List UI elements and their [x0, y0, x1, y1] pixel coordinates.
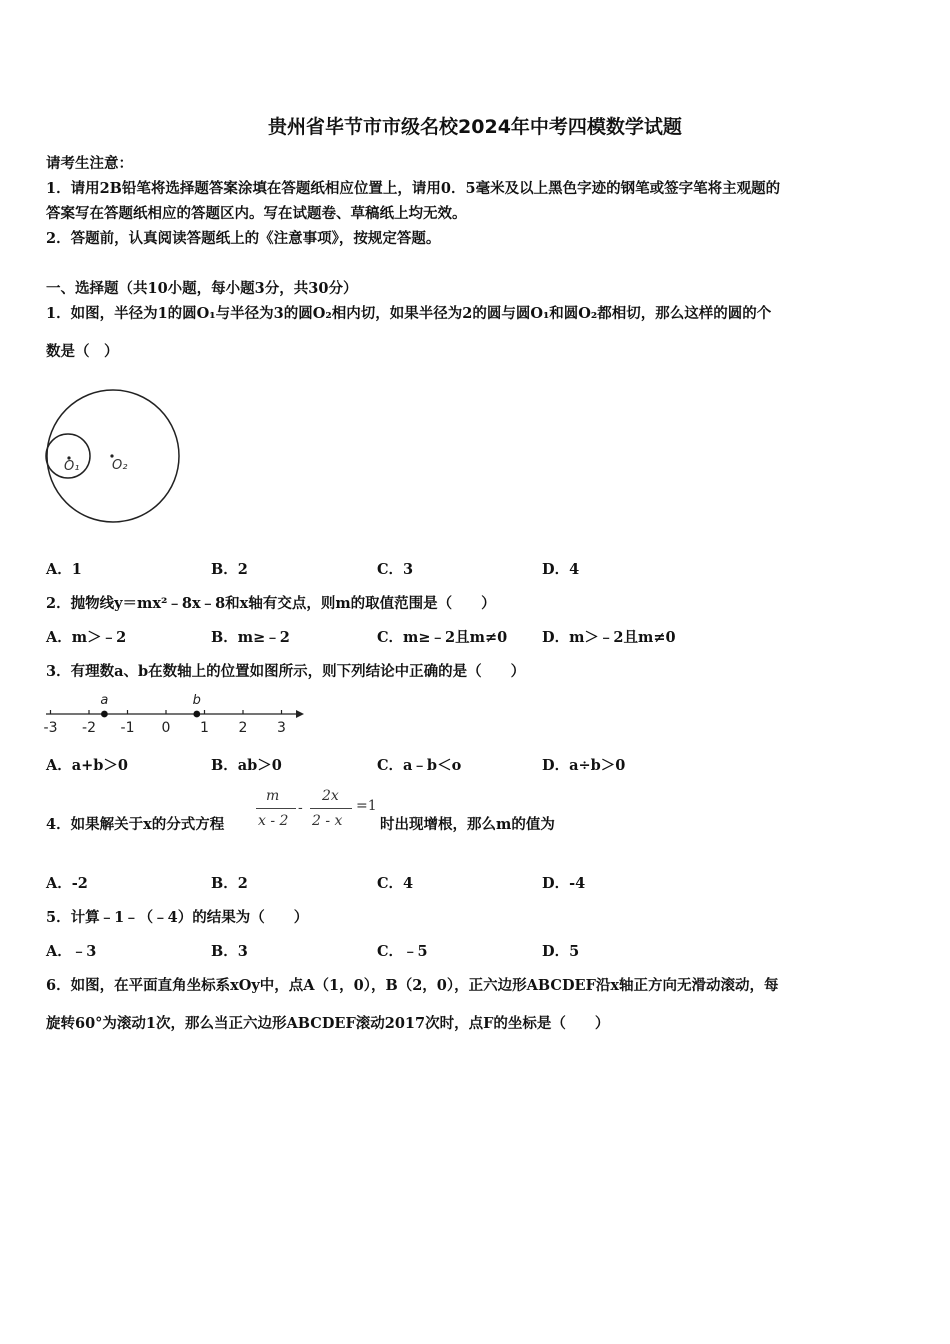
- point-b: [193, 711, 200, 718]
- q4-equation: [254, 786, 384, 836]
- section-heading: 一、选择题（共10小题，每小题3分，共30分）: [46, 280, 358, 297]
- q3-number-line: [42, 689, 308, 739]
- axis-tick-label: -3: [43, 720, 58, 736]
- notice-line-1: 1．请用2B铅笔将选择题答案涂填在答题纸相应位置上，请用0．5毫米及以上黑色字迹的钢笔或签字笔将主观题的: [46, 180, 781, 197]
- q4-option-c[interactable]: C．4: [377, 875, 414, 892]
- q2-option-b[interactable]: B．m≥﹣2: [211, 629, 290, 646]
- q4-option-d[interactable]: D．-4: [542, 875, 586, 892]
- q1-text-line1: 1．如图，半径为1的圆O₁与半径为3的圆O₂相内切，如果半径为2的圆与圆O₁和圆O₂都相切，那么这样的圆的个: [46, 305, 772, 322]
- q2-option-d[interactable]: D．m＞﹣2且m≠0: [542, 629, 676, 646]
- q4-option-a[interactable]: A．-2: [46, 875, 88, 892]
- notice-line-1b: 答案写在答题纸相应的答题区内。写在试题卷、草稿纸上均无效。: [46, 205, 467, 222]
- axis-tick-label: 0: [161, 720, 171, 736]
- q2-text: 2．抛物线y＝mx²﹣8x﹣8和x轴有交点，则m的取值范围是（ ）: [46, 595, 496, 612]
- page-title: 贵州省毕节市市级名校2024年中考四模数学试题: [268, 116, 682, 138]
- equation-rhs: =1: [356, 798, 377, 814]
- label-a: a: [100, 693, 109, 708]
- q1-text-line2: 数是（ ）: [46, 343, 119, 360]
- axis-tick-label: -2: [82, 720, 96, 736]
- frac2-numerator: 2x: [322, 788, 339, 804]
- q1-option-b[interactable]: B．2: [211, 561, 248, 578]
- axis-tick-label: 2: [238, 720, 248, 736]
- q5-option-d[interactable]: D．5: [542, 943, 580, 960]
- label-b: b: [192, 693, 201, 708]
- q4-prefix: 4．如果解关于x的分式方程: [46, 816, 225, 833]
- frac2-denominator: 2 - x: [312, 813, 343, 829]
- q5-text: 5．计算﹣1﹣（﹣4）的结果为（ ）: [46, 909, 309, 926]
- minus-sign: -: [298, 800, 303, 816]
- q1-option-d[interactable]: D．4: [542, 561, 580, 578]
- q3-option-a[interactable]: A．a+b＞0: [46, 757, 129, 774]
- q1-option-a[interactable]: A．1: [46, 561, 82, 578]
- q6-text-line1: 6．如图，在平面直角坐标系xOy中，点A（1，0），B（2，0），正六边形ABCDEF沿x轴正方向无滑动滚动，每: [46, 977, 779, 994]
- label-o2: O₂: [112, 458, 128, 473]
- axis-tick-label: 3: [277, 720, 286, 736]
- q5-option-c[interactable]: C．﹣5: [377, 943, 428, 960]
- q1-option-c[interactable]: C．3: [377, 561, 414, 578]
- frac1-denominator: x - 2: [258, 813, 289, 829]
- q3-option-b[interactable]: B．ab＞0: [211, 757, 282, 774]
- point-a: [101, 711, 108, 718]
- q1-circles-figure: [42, 385, 184, 527]
- q3-text: 3．有理数a、b在数轴上的位置如图所示，则下列结论中正确的是（ ）: [46, 663, 526, 680]
- axis-tick-label: -1: [120, 720, 135, 736]
- label-o1: O₁: [64, 459, 80, 474]
- q5-option-a[interactable]: A．﹣3: [46, 943, 97, 960]
- q5-option-b[interactable]: B．3: [211, 943, 248, 960]
- frac1-bar: [256, 808, 296, 809]
- q2-option-c[interactable]: C．m≥﹣2且m≠0: [377, 629, 508, 646]
- q3-option-c[interactable]: C．a﹣b＜o: [377, 757, 462, 774]
- q2-option-a[interactable]: A．m＞﹣2: [46, 629, 127, 646]
- axis-arrow: [296, 710, 304, 718]
- frac2-bar: [310, 808, 352, 809]
- notice-line-2: 2．答题前，认真阅读答题纸上的《注意事项》，按规定答题。: [46, 230, 441, 247]
- q3-option-d[interactable]: D．a÷b＞0: [542, 757, 626, 774]
- frac1-numerator: m: [266, 788, 280, 804]
- q4-suffix: 时出现增根，那么m的值为: [380, 816, 555, 833]
- q4-option-b[interactable]: B．2: [211, 875, 248, 892]
- q6-text-line2: 旋转60°为滚动1次，那么当正六边形ABCDEF滚动2017次时，点F的坐标是（ ）: [46, 1015, 610, 1032]
- axis-tick-label: 1: [200, 720, 209, 736]
- notice-heading: 请考生注意：: [46, 155, 133, 172]
